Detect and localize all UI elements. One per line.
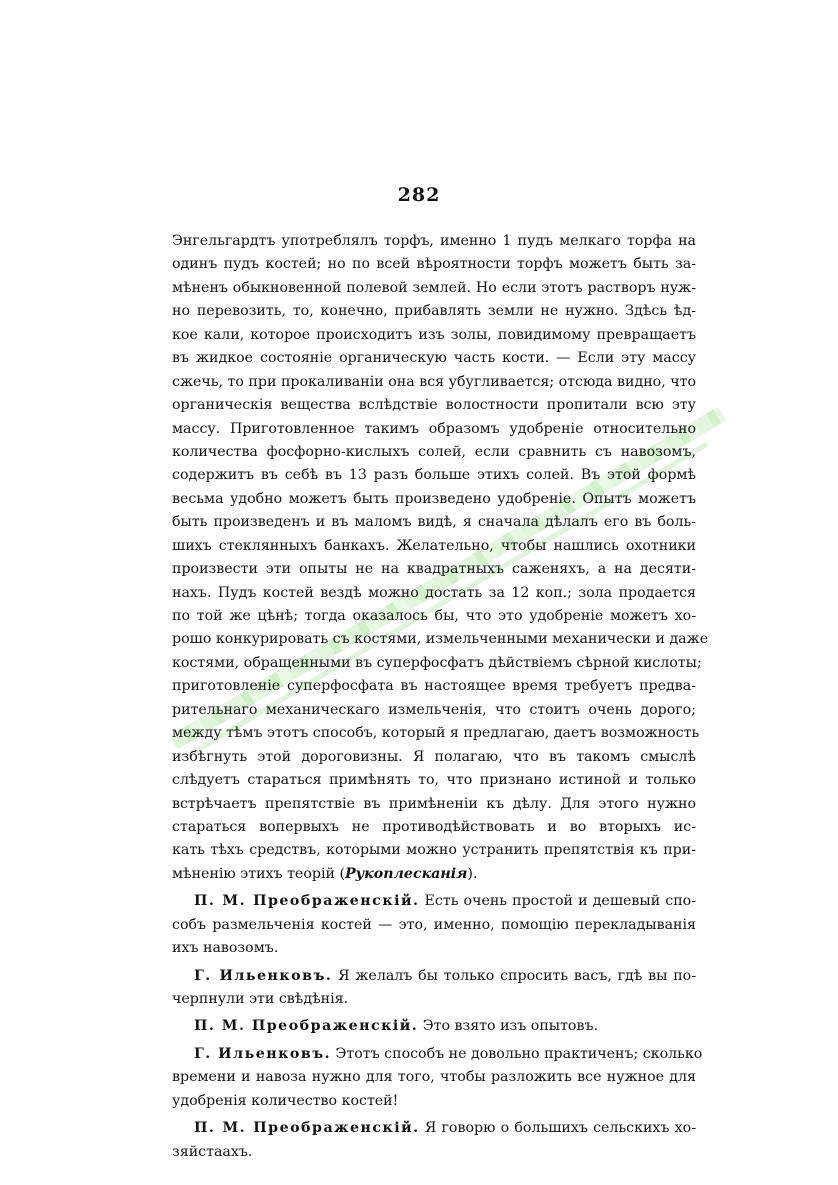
dialogue-line (172, 890, 696, 913)
dialogue-line (172, 1015, 696, 1038)
dialogue-text: Это взято изъ опытовъ. (422, 1018, 598, 1035)
text-line: органическія вещества вслѣдствіе волостности пропитали всю эту (172, 397, 696, 414)
text-line: массу. Приготовленное такимъ образомъ удобреніе относительно (172, 420, 696, 437)
text-line: одинъ пудъ костей; но по всей вѣроятности торфъ можетъ быть за- (172, 256, 696, 273)
text-line: рошо конкурировать съ костями, измельченными механически и даже (172, 631, 709, 648)
text-line: весьма удобно можетъ быть произведено удобреніе. Опытъ можетъ (172, 490, 696, 507)
text-line: кать тѣхъ средствъ, которыми можно устранить препятствія къ при- (172, 842, 696, 859)
text-line: избѣгнуть этой дороговизны. Я полагаю, что въ такомъ смыслѣ (172, 748, 696, 765)
dialogue-text: Этотъ способъ не довольно практиченъ; сколько (335, 1045, 703, 1062)
dialogue-line: ихъ навозомъ. (172, 940, 279, 957)
text-line: нахъ. Пудъ костей вездѣ можно достать за 12 коп.; зола продается (172, 584, 696, 601)
text-line: содержитъ въ себѣ въ 13 разъ больше этихъ солей. Въ этой формѣ (172, 467, 696, 484)
closing-end: ). (467, 865, 478, 882)
text-line: произвести эти опыты не на квадратныхъ саженяхъ, а на десяти- (172, 561, 696, 578)
dialogue-text: Есть очень простой и дешевый спо- (424, 893, 696, 910)
text-line: кое кали, которое происходитъ изъ золы, повидимому превращаетъ (172, 326, 696, 343)
closing-text: мѣненію этихъ теорій ( (172, 865, 345, 882)
text-line: количества фосфорно-кислыхъ солей, если сравнить съ навозомъ, (172, 443, 696, 460)
dialogue-line (172, 1043, 703, 1066)
text-line: сжечь, то при прокаливаніи она вся убугливается; отсюда видно, что (172, 373, 696, 390)
text-line: встрѣчаетъ препятствіе въ примѣненіи къ дѣлу. Для этого нужно (172, 795, 696, 812)
text-line: между тѣмъ этотъ способъ, который я предлагаю, даетъ возможность (172, 725, 700, 742)
dialogue-line: черпнули эти свѣдѣнія. (172, 991, 349, 1007)
text-line: костями, обращенными въ суперфосфатъ дѣйствіемъ сѣрной кислоты; (172, 654, 702, 671)
speaker-name: Г. Ильенковъ. (194, 1045, 332, 1062)
applause-remark: Рукоплесканія (345, 865, 468, 882)
dialogue-line (172, 965, 696, 988)
speaker-name: П. М. Преображенскій. (194, 1018, 419, 1035)
text-line: мѣненъ обыкновенной полевой землей. Но если этотъ растворъ нуж- (172, 279, 696, 296)
page-text (172, 230, 709, 1164)
text-line: стараться вопервыхъ не противодѣйствовать и во вторыхъ ис- (172, 818, 696, 835)
dialogue-text: Я говорю о большихъ сельскихъ хо- (424, 1120, 696, 1137)
text-line: рительнаго механическаго измельченія, что стоитъ очень дорого; (172, 701, 696, 718)
speaker-name: П. М. Преображенскій. (194, 1120, 420, 1137)
text-line: слѣдуетъ стараться примѣнять то, что признано истиной и только (172, 772, 696, 789)
dialogue-line: собъ размельченія костей — это, именно, помощію перекладыванія (172, 916, 696, 933)
dialogue-text: Я желалъ бы только спросить васъ, гдѣ вы по- (338, 967, 697, 984)
text-line: быть произведенъ и въ маломъ видѣ, я сначала дѣлалъ его въ боль- (172, 514, 696, 531)
dialogue-line (172, 1117, 696, 1140)
dialogue-line: зяйстаахъ. (172, 1143, 253, 1160)
text-line: по той же цѣнѣ; тогда оказалось бы, что это удобреніе можетъ хо- (172, 608, 696, 624)
dialogue-line: времени и навоза нужно для того, чтобы разложить все нужное для (172, 1069, 696, 1086)
page-number: 282 (397, 184, 441, 206)
text-line: Энгельгардтъ употреблялъ торфъ, именно 1 пудъ мелкаго торфа на (172, 233, 696, 249)
text-line: въ жидкое состояніе органическую часть кости. — Если эту массу (172, 350, 696, 367)
text-line-closing (172, 863, 696, 886)
text-line: шихъ стеклянныхъ банкахъ. Желательно, чтобы нашлись охотники (172, 537, 696, 554)
speaker-name: П. М. Преображенскій. (194, 893, 420, 910)
text-line: но перевозить, то, конечно, прибавлять земли не нужно. Здѣсь ѣд- (172, 303, 696, 320)
speaker-name: Г. Ильенковъ. (194, 967, 333, 984)
dialogue-line: удобренія количество костей! (172, 1092, 399, 1109)
text-line: приготовленіе суперфосфата въ настоящее время требуетъ предва- (172, 678, 696, 695)
